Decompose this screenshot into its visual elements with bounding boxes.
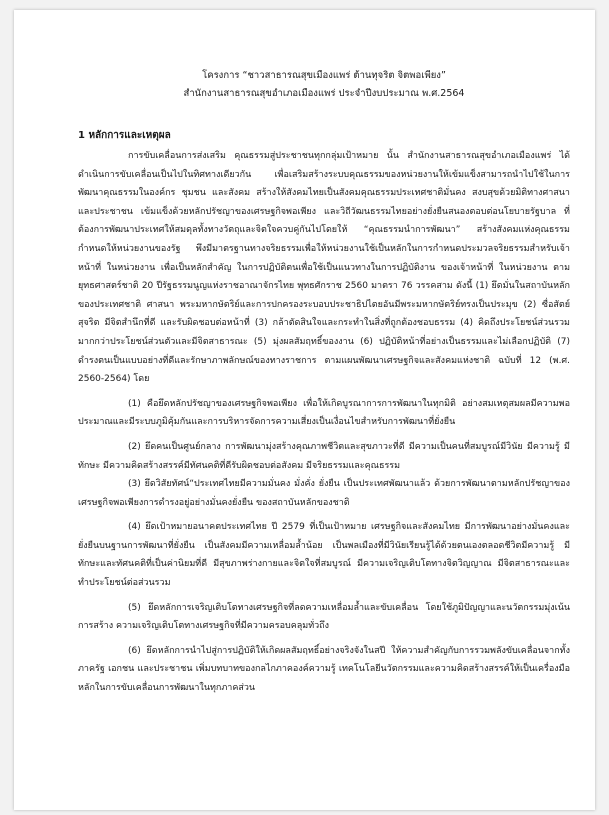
document-body — [78, 67, 570, 698]
list-item-1: (1) คือยึดหลักปรัชญาของเศรษฐกิจพอเพียง เพื่อให้เกิดบูรณาการการพัฒนาในทุกมิติ อย่างสมเหตุสมผลมีความพอประมาณและมีระบบภูมิคุ้มกันและการบริหารจัดการความเสี่ยงเป็นเงื่อนไขสำหรับการพัฒนาที่ยั่งยืน — [78, 398, 570, 428]
document-page — [14, 10, 595, 810]
list-item-5: (5) ยึดหลักการเจริญเติบโตทางเศรษฐกิจที่ลดความเหลื่อมล้ำและขับเคลื่อน โดยใช้ภูมิปัญญาและนวัตกรรมมุ่งเน้นการสร้าง ความเจริญเติบโตทางเศรษฐกิจที่มีความครอบคลุมทั่วถึง — [78, 602, 570, 632]
document-title-line-1: โครงการ “ชาวสาธารณสุขเมืองแพร่ ต้านทุจริต จิตพอเพียง” — [202, 70, 446, 81]
list-item-2: (2) ยึดคนเป็นศูนย์กลาง การพัฒนามุ่งสร้างคุณภาพชีวิตและสุขภาวะที่ดี มีความเป็นคนที่สมบูรณ์มีวินัย มีความรู้ มีทักษะ มีความคิดสร้างสรรค์มีทัศนคติที่ดีรับผิดชอบต่อสังคม มีจริยธรรมและคุณธรรม — [78, 441, 570, 471]
list-item-3: (3) ยึดวิสัยทัศน์“ประเทศไทยมีความมั่นคง มั่งคั่ง ยั่งยืน เป็นประเทศพัฒนาแล้ว ด้วยการพัฒนาตามหลักปรัชญาของเศรษฐกิจพอเพียงการดำรงอยู่อย่างมั่นคงยั่งยืน ของสถาบันหลักของชาติ — [78, 479, 570, 508]
list-item-6: (6) ยึดหลักการนำไปสู่การปฏิบัติให้เกิดผลสัมฤทธิ์อย่างจริงจังในสปี ให้ความสำคัญกับการรวมพลังขับเคลื่อนจากทั้งภาครัฐ เอกชน และประชาชน เพิ่มบทบาทของกลไกภาคองค์ความรู้ เทคโนโลยีนวัตกรรมและความคิดสร้างสรรค์ให้เป็นเครื่องมือหลักในการขับเคลื่อนการพัฒนาในทุกภาคส่วน — [78, 645, 570, 694]
list-item-4: (4) ยึดเป้าหมายอนาคตประเทศไทย ปี 2579 ที่เป็นเป้าหมาย เศรษฐกิจและสังคมไทย มีการพัฒนาอย่างมั่นคงและยั่งยืนบนฐานการพัฒนาที่ยั่งยืน เป็นสังคมมีความเหลื่อมล้ำน้อย เป็นพลเมืองที่มีวินัยเรียนรู้ได้ด้วยตนเองตลอดชีวิตมีความรู้ มีทักษะและทัศนคติที่เป็นค่านิยมที่ดี มีสุขภาพร่างกายและจิตใจที่สมบูรณ์ มีความเจริญเติบโตทางจิตวิญญาณ มีจิตสาธารณะและทำประโยชน์ต่อส่วนรวม — [78, 522, 570, 589]
section-heading: 1 หลักการและเหตุผล — [78, 130, 171, 141]
intro-paragraph: การขับเคลื่อนการส่งเสริม คุณธรรมสู่ประชาชนทุกกลุ่มเป้าหมาย นั้น สำนักงานสาธารณสุขอำเภอเมืองแพร่ ได้ดำเนินการขับเคลื่อนเป็นไปในทิศทางเดียวกัน เพื่อเสริมสร้างระบบคุณธรรมของหน่วยงานให้เข้มแข็งสามารถนำไปใช้ในการพัฒนาคุณธรรมในองค์กร ชุมชน และสังคม สร้างให้สังคมไทยเป็นสังคมคุณธรรมประเทศชาติมั่นคง สงบสุขด้วยมิติทางศาสนา และประชาชน เข้มแข็งด้วยหลักปรัชญาของเศรษฐกิจพอเพียง และวิถีวัฒนธรรมไทยอย่างยั่งยืนสนองตอบต่อนโยบายรัฐบาล ที่ต้องการพัฒนาประเทศให้สมดุลทั้งทางวัตถุและจิตใจควบคู่กันไปโดยให้ “คุณธรรมนำการพัฒนา” สร้างสังคมแห่งคุณธรรมกำหนดให้หน่วยงานของรัฐ พึงมีมาตรฐานทางจริยธรรมเพื่อให้หน่วยงานใช้เป็นหลักในการกำหนดประมวลจริยธรรมสำหรับเจ้าหน้าที่ ในหน่วยงาน เพื่อเป็นหลักสำคัญ ในการปฏิบัติตนเพื่อใช้เป็นแนวทางในการปฏิบัติงาน ของเจ้าหน้าที่ ในหน่วยงาน ตามยุทธศาสตร์ชาติ 20 ปีรัฐธรรมนูญแห่งราชอาณาจักรไทย พุทธศักราช 2560 มาตรา 76 วรรคสาม ดังนี้ (1) ยึดมั่นในสถาบันหลักของประเทศชาติ ศาสนา พระมหากษัตริย์และการปกครองระบอบประชาธิปไตยอันมีพระมหากษัตริย์ทรงเป็นประมุข (2) ซื่อสัตย์สุจริต มีจิตสำนึกที่ดี และรับผิดชอบต่อหน้าที่ (3) กล้าตัดสินใจและกระทำในสิ่งที่ถูกต้องชอบธรรม (4) คิดถึงประโยชน์ส่วนรวมมากกว่าประโยชน์ส่วนตัวและมีจิตสาธารณะ (5) มุ่งผลสัมฤทธิ์ของงาน (6) ปฏิบัติหน้าที่อย่างเป็นธรรมและไม่เลือกปฏิบัติ (7) ดำรงตนเป็นแบบอย่างที่ดีและรักษาภาพลักษณ์ของทางราชการ ตามแผนพัฒนาเศรษฐกิจและสังคมแห่งชาติ ฉบับที่ 12 (พ.ศ. 2560-2564) โดย — [78, 151, 570, 385]
document-title-line-2: สำนักงานสาธารณสุขอำเภอเมืองแพร่ ประจำปีงบประมาณ พ.ศ.2564 — [183, 88, 465, 99]
